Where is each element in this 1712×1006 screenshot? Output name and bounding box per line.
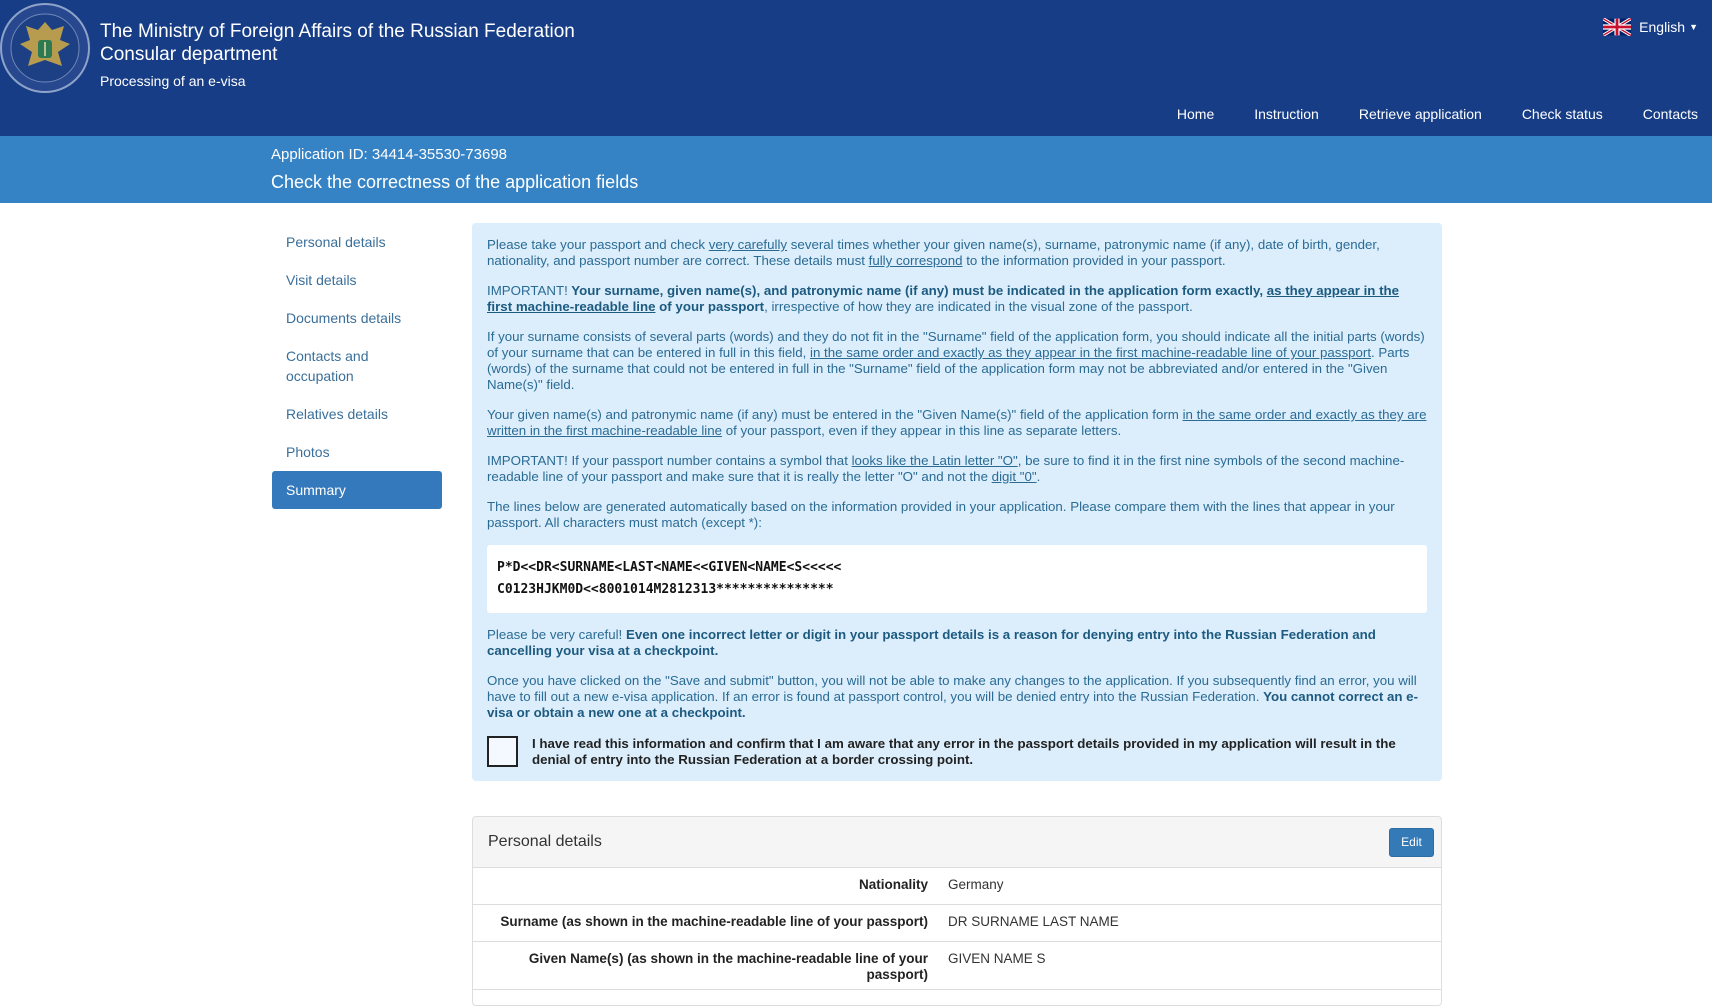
site-subtitle: Processing of an e-visa [100,73,246,89]
row-label: Surname (as shown in the machine-readable line of your passport) [500,914,928,929]
edit-button[interactable]: Edit [1389,828,1434,857]
notice-paragraph-8: Once you have clicked on the "Save and submit" button, you will not be able to make any changes to the application. If you subsequently find an error, you will have to fill out a new e-visa application. If an error is found at passport control, you will be denied entry into the Russian Federation. You cannot correct an e-visa or obtain a new one at a checkpoint. [487,673,1419,720]
table-row [473,868,1441,905]
panel-header [473,817,1441,868]
mrz-preview [487,545,1427,613]
nav-retrieve-application[interactable]: Retrieve application [1358,106,1482,122]
uk-flag-icon [1603,18,1631,36]
passport-check-notice [472,223,1442,781]
page-subheader [0,136,1712,203]
main-nav [1177,106,1698,122]
panel-title: Personal details [488,833,602,850]
row-label: Given Name(s) (as shown in the machine-readable line of your passport) [528,951,928,982]
site-title [100,20,575,66]
row-label: Nationality [858,877,928,892]
application-id: Application ID: 34414-35530-73698 [271,146,508,163]
row-value: DR SURNAME LAST NAME [948,914,1119,929]
sidebar-item-contacts-occupation[interactable]: Contacts and occupation [286,348,369,384]
table-row [473,905,1441,942]
confirm-row [487,735,1427,768]
notice-paragraph-2: IMPORTANT! Your surname, given name(s), and patronymic name (if any) must be indicated in the application form exactly, as they appear in the first machine-readable line of your passport, irrespective of how they are indicated in the visual zone of the passport. [487,283,1400,314]
sidebar-item-documents-details[interactable]: Documents details [286,310,402,326]
language-selector[interactable] [1603,18,1698,36]
notice-paragraph-5: IMPORTANT! If your passport number contains a symbol that looks like the Latin letter "O", be sure to find it in the first nine symbols of the second machine-readable line of your passport and make sure that it is really the letter "O" and not the digit "0". [487,453,1405,484]
nav-check-status[interactable]: Check status [1521,106,1603,122]
nav-contacts[interactable]: Contacts [1642,106,1698,122]
sidebar-item-relatives-details[interactable]: Relatives details [286,406,388,422]
notice-paragraph-6: The lines below are generated automatically based on the information provided in your application. Please compare them with the lines that appear in your passport. All characters must match (except *): [487,499,1395,530]
notice-paragraph-3: If your surname consists of several parts (words) and they do not fit in the "Surname" field of the application form, you should indicate all the initial parts (words) of your surname that can be entered in full in this field, in the same order and exactly as they appear in the first machine-readable line of your passport. Parts (words) of the surname that could not be entered in full in the "Surname" field of the application form may not be abbreviated and/or entered in the "Given Name(s)" field. [487,329,1425,392]
top-header [0,0,1712,136]
nav-instruction[interactable]: Instruction [1254,106,1319,122]
mrz-line-2: C0123HJKM0D<<8001014M2812313*************** [497,582,834,597]
sidebar-item-personal-details[interactable]: Personal details [286,234,386,250]
mrz-line-1: P*D<<DR<SURNAME<LAST<NAME<<GIVEN<NAME<S<<<<< [497,560,842,575]
caret-down-icon: ▼ [1689,22,1698,32]
page-title: Check the correctness of the application fields [271,172,639,192]
sidebar-item-summary[interactable]: Summary [272,471,442,509]
personal-details-panel [472,816,1442,1006]
notice-paragraph-4: Your given name(s) and patronymic name (if any) must be entered in the "Given Name(s)" field of the application form in the same order and exactly as they are written in the first machine-readable line of your passport, even if they appear in this line as separate letters. [487,407,1427,438]
site-title-line1: The Ministry of Foreign Affairs of the Russian Federation [100,21,575,42]
sidebar-item-visit-details[interactable]: Visit details [286,272,357,288]
site-title-line2: Consular department [100,44,278,65]
row-value: Germany [948,877,1004,892]
ministry-emblem-logo [0,0,92,96]
row-value: GIVEN NAME S [948,951,1046,966]
confirm-label: I have read this information and confirm that I am aware that any error in the passport details provided in my application will result in the denial of entry into the Russian Federation at a border crossing point. [532,736,1396,767]
table-row [473,942,1441,990]
sidebar-item-photos[interactable]: Photos [286,444,330,460]
notice-paragraph-7: Please be very careful! Even one incorrect letter or digit in your passport details is a reason for denying entry into the Russian Federation and cancelling your visa at a checkpoint. [487,627,1376,658]
language-label: English [1639,19,1686,35]
confirm-checkbox[interactable] [487,736,518,767]
sidebar-nav [272,223,442,509]
nav-home[interactable]: Home [1176,106,1215,122]
notice-paragraph-1: Please take your passport and check very carefully several times whether your given name(s), surname, patronymic name (if any), date of birth, gender, nationality, and passport number are correct. These details must fully correspond to the information provided in your passport. [487,237,1380,268]
